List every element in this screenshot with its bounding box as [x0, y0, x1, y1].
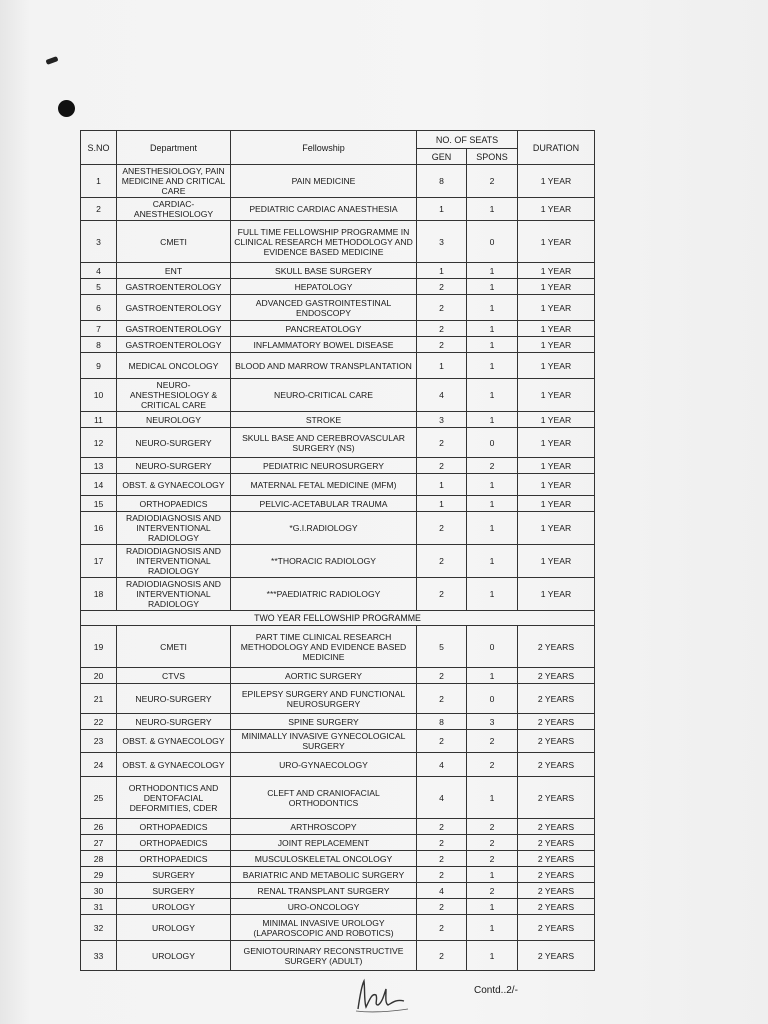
table-row: [81, 899, 595, 915]
cell-spons-seats: 2: [467, 753, 518, 777]
cell-fellowship: *G.I.RADIOLOGY: [231, 512, 417, 545]
cell-gen-seats: 2: [417, 819, 467, 835]
cell-duration: 1 YEAR: [518, 545, 595, 578]
table-row: [81, 295, 595, 321]
cell-sno: 19: [81, 626, 117, 668]
cell-spons-seats: 1: [467, 578, 518, 611]
cell-fellowship: CLEFT AND CRANIOFACIAL ORTHODONTICS: [231, 777, 417, 819]
cell-spons-seats: 1: [467, 412, 518, 428]
cell-gen-seats: 2: [417, 684, 467, 714]
cell-fellowship: STROKE: [231, 412, 417, 428]
table-row: [81, 668, 595, 684]
cell-gen-seats: 2: [417, 279, 467, 295]
fellowship-table: [80, 130, 595, 971]
cell-duration: 1 YEAR: [518, 165, 595, 198]
cell-duration: 2 YEARS: [518, 753, 595, 777]
cell-gen-seats: 1: [417, 353, 467, 379]
cell-fellowship: ARTHROSCOPY: [231, 819, 417, 835]
cell-sno: 31: [81, 899, 117, 915]
signature: [352, 975, 412, 1015]
cell-duration: 1 YEAR: [518, 263, 595, 279]
cell-gen-seats: 2: [417, 545, 467, 578]
cell-fellowship: PEDIATRIC NEUROSURGERY: [231, 458, 417, 474]
cell-department: NEURO-SURGERY: [117, 458, 231, 474]
cell-spons-seats: 1: [467, 263, 518, 279]
cell-spons-seats: 1: [467, 512, 518, 545]
cell-sno: 30: [81, 883, 117, 899]
header-spons: SPONS: [467, 149, 518, 165]
cell-duration: 1 YEAR: [518, 279, 595, 295]
cell-spons-seats: 1: [467, 867, 518, 883]
cell-sno: 1: [81, 165, 117, 198]
table-row: [81, 835, 595, 851]
cell-sno: 9: [81, 353, 117, 379]
cell-spons-seats: 1: [467, 777, 518, 819]
cell-sno: 21: [81, 684, 117, 714]
cell-duration: 1 YEAR: [518, 428, 595, 458]
cell-fellowship: PANCREATOLOGY: [231, 321, 417, 337]
cell-sno: 13: [81, 458, 117, 474]
cell-sno: 10: [81, 379, 117, 412]
cell-spons-seats: 1: [467, 198, 518, 221]
continued-note: Contd..2/-: [474, 985, 518, 996]
cell-fellowship: PAIN MEDICINE: [231, 165, 417, 198]
table-row: [81, 867, 595, 883]
table-row: [81, 753, 595, 777]
cell-fellowship: SKULL BASE AND CEREBROVASCULAR SURGERY (NS): [231, 428, 417, 458]
cell-gen-seats: 4: [417, 753, 467, 777]
table-row: [81, 915, 595, 941]
cell-department: CMETI: [117, 221, 231, 263]
cell-sno: 2: [81, 198, 117, 221]
cell-gen-seats: 2: [417, 668, 467, 684]
cell-department: CMETI: [117, 626, 231, 668]
cell-spons-seats: 1: [467, 668, 518, 684]
cell-gen-seats: 2: [417, 851, 467, 867]
cell-spons-seats: 1: [467, 545, 518, 578]
cell-fellowship: URO-ONCOLOGY: [231, 899, 417, 915]
cell-department: GASTROENTEROLOGY: [117, 279, 231, 295]
table-row: [81, 321, 595, 337]
cell-duration: 2 YEARS: [518, 777, 595, 819]
cell-spons-seats: 1: [467, 915, 518, 941]
cell-duration: 1 YEAR: [518, 379, 595, 412]
cell-gen-seats: 2: [417, 458, 467, 474]
cell-gen-seats: 2: [417, 899, 467, 915]
header-no-of-seats: NO. OF SEATS: [417, 131, 518, 149]
cell-duration: 2 YEARS: [518, 835, 595, 851]
cell-duration: 1 YEAR: [518, 337, 595, 353]
table-row: [81, 545, 595, 578]
cell-spons-seats: 2: [467, 730, 518, 753]
cell-sno: 29: [81, 867, 117, 883]
cell-department: NEURO-SURGERY: [117, 428, 231, 458]
cell-gen-seats: 2: [417, 321, 467, 337]
cell-gen-seats: 1: [417, 496, 467, 512]
table-row: [81, 512, 595, 545]
cell-department: RADIODIAGNOSIS AND INTERVENTIONAL RADIOLOGY: [117, 512, 231, 545]
cell-sno: 4: [81, 263, 117, 279]
table-row: [81, 851, 595, 867]
cell-spons-seats: 2: [467, 819, 518, 835]
cell-fellowship: GENIOTOURINARY RECONSTRUCTIVE SURGERY (ADULT): [231, 941, 417, 971]
cell-gen-seats: 2: [417, 730, 467, 753]
cell-spons-seats: 1: [467, 321, 518, 337]
header-duration: DURATION: [518, 131, 595, 165]
cell-sno: 5: [81, 279, 117, 295]
header-department: Department: [117, 131, 231, 165]
cell-fellowship: **THORACIC RADIOLOGY: [231, 545, 417, 578]
cell-department: ORTHOPAEDICS: [117, 851, 231, 867]
cell-duration: 2 YEARS: [518, 626, 595, 668]
cell-gen-seats: 3: [417, 221, 467, 263]
table-row: [81, 819, 595, 835]
cell-fellowship: PEDIATRIC CARDIAC ANAESTHESIA: [231, 198, 417, 221]
cell-spons-seats: 1: [467, 279, 518, 295]
cell-fellowship: NEURO-CRITICAL CARE: [231, 379, 417, 412]
cell-fellowship: JOINT REPLACEMENT: [231, 835, 417, 851]
cell-spons-seats: 2: [467, 835, 518, 851]
cell-sno: 18: [81, 578, 117, 611]
cell-sno: 22: [81, 714, 117, 730]
cell-duration: 1 YEAR: [518, 412, 595, 428]
cell-gen-seats: 2: [417, 295, 467, 321]
cell-gen-seats: 2: [417, 915, 467, 941]
cell-fellowship: BARIATRIC AND METABOLIC SURGERY: [231, 867, 417, 883]
cell-fellowship: EPILEPSY SURGERY AND FUNCTIONAL NEUROSURGERY: [231, 684, 417, 714]
cell-department: UROLOGY: [117, 941, 231, 971]
cell-department: SURGERY: [117, 867, 231, 883]
table-row: [81, 263, 595, 279]
cell-fellowship: AORTIC SURGERY: [231, 668, 417, 684]
cell-duration: 2 YEARS: [518, 941, 595, 971]
cell-department: MEDICAL ONCOLOGY: [117, 353, 231, 379]
cell-fellowship: MATERNAL FETAL MEDICINE (MFM): [231, 474, 417, 496]
table-row: [81, 626, 595, 668]
cell-fellowship: MINIMAL INVASIVE UROLOGY (LAPAROSCOPIC AND ROBOTICS): [231, 915, 417, 941]
cell-gen-seats: 2: [417, 578, 467, 611]
cell-spons-seats: 0: [467, 626, 518, 668]
cell-gen-seats: 2: [417, 512, 467, 545]
cell-duration: 1 YEAR: [518, 295, 595, 321]
cell-sno: 24: [81, 753, 117, 777]
cell-fellowship: MUSCULOSKELETAL ONCOLOGY: [231, 851, 417, 867]
header-sno: S.NO: [81, 131, 117, 165]
cell-sno: 12: [81, 428, 117, 458]
punch-hole-dot: [58, 100, 75, 117]
cell-spons-seats: 0: [467, 221, 518, 263]
cell-department: SURGERY: [117, 883, 231, 899]
cell-duration: 1 YEAR: [518, 512, 595, 545]
cell-department: GASTROENTEROLOGY: [117, 321, 231, 337]
cell-department: NEUROLOGY: [117, 412, 231, 428]
cell-spons-seats: 2: [467, 458, 518, 474]
cell-gen-seats: 8: [417, 714, 467, 730]
cell-gen-seats: 5: [417, 626, 467, 668]
cell-sno: 8: [81, 337, 117, 353]
cell-duration: 1 YEAR: [518, 353, 595, 379]
table-row: [81, 412, 595, 428]
cell-gen-seats: 4: [417, 883, 467, 899]
cell-gen-seats: 2: [417, 941, 467, 971]
cell-fellowship: ADVANCED GASTROINTESTINAL ENDOSCOPY: [231, 295, 417, 321]
cell-gen-seats: 1: [417, 198, 467, 221]
cell-duration: 1 YEAR: [518, 578, 595, 611]
table-row: [81, 165, 595, 198]
cell-spons-seats: 3: [467, 714, 518, 730]
cell-spons-seats: 1: [467, 337, 518, 353]
cell-gen-seats: 8: [417, 165, 467, 198]
cell-department: OBST. & GYNAECOLOGY: [117, 730, 231, 753]
cell-sno: 25: [81, 777, 117, 819]
cell-department: RADIODIAGNOSIS AND INTERVENTIONAL RADIOLOGY: [117, 545, 231, 578]
table-row: [81, 578, 595, 611]
table-row: [81, 941, 595, 971]
cell-fellowship: FULL TIME FELLOWSHIP PROGRAMME IN CLINICAL RESEARCH METHODOLOGY AND EVIDENCE BASED MEDICINE: [231, 221, 417, 263]
cell-gen-seats: 1: [417, 263, 467, 279]
cell-spons-seats: 2: [467, 883, 518, 899]
table-row: [81, 730, 595, 753]
cell-spons-seats: 1: [467, 496, 518, 512]
cell-fellowship: SKULL BASE SURGERY: [231, 263, 417, 279]
cell-gen-seats: 2: [417, 428, 467, 458]
cell-duration: 1 YEAR: [518, 458, 595, 474]
cell-department: ENT: [117, 263, 231, 279]
cell-duration: 2 YEARS: [518, 730, 595, 753]
cell-sno: 6: [81, 295, 117, 321]
cell-department: ANESTHESIOLOGY, PAIN MEDICINE AND CRITICAL CARE: [117, 165, 231, 198]
cell-fellowship: BLOOD AND MARROW TRANSPLANTATION: [231, 353, 417, 379]
cell-duration: 2 YEARS: [518, 915, 595, 941]
cell-fellowship: INFLAMMATORY BOWEL DISEASE: [231, 337, 417, 353]
section-divider: [81, 611, 595, 626]
cell-fellowship: HEPATOLOGY: [231, 279, 417, 295]
header-fellowship: Fellowship: [231, 131, 417, 165]
cell-department: OBST. & GYNAECOLOGY: [117, 753, 231, 777]
cell-duration: 1 YEAR: [518, 321, 595, 337]
cell-duration: 1 YEAR: [518, 221, 595, 263]
cell-gen-seats: 2: [417, 835, 467, 851]
cell-spons-seats: 2: [467, 851, 518, 867]
cell-department: UROLOGY: [117, 899, 231, 915]
table-row: [81, 777, 595, 819]
cell-department: CTVS: [117, 668, 231, 684]
cell-spons-seats: 0: [467, 428, 518, 458]
table-row: [81, 684, 595, 714]
section-title-two-year: TWO YEAR FELLOWSHIP PROGRAMME: [81, 611, 595, 626]
cell-gen-seats: 4: [417, 777, 467, 819]
cell-duration: 2 YEARS: [518, 883, 595, 899]
table-row: [81, 221, 595, 263]
cell-duration: 2 YEARS: [518, 668, 595, 684]
cell-fellowship: MINIMALLY INVASIVE GYNECOLOGICAL SURGERY: [231, 730, 417, 753]
cell-sno: 3: [81, 221, 117, 263]
table-row: [81, 714, 595, 730]
cell-fellowship: SPINE SURGERY: [231, 714, 417, 730]
table-row: [81, 337, 595, 353]
table-row: [81, 496, 595, 512]
cell-fellowship: RENAL TRANSPLANT SURGERY: [231, 883, 417, 899]
table-row: [81, 474, 595, 496]
cell-department: ORTHODONTICS AND DENTOFACIAL DEFORMITIES, CDER: [117, 777, 231, 819]
cell-gen-seats: 2: [417, 337, 467, 353]
cell-spons-seats: 2: [467, 165, 518, 198]
table-header: [81, 131, 595, 165]
table-row: [81, 353, 595, 379]
cell-spons-seats: 1: [467, 379, 518, 412]
cell-duration: 2 YEARS: [518, 684, 595, 714]
cell-sno: 26: [81, 819, 117, 835]
cell-fellowship: URO-GYNAECOLOGY: [231, 753, 417, 777]
cell-department: ORTHOPAEDICS: [117, 496, 231, 512]
cell-sno: 33: [81, 941, 117, 971]
cell-spons-seats: 1: [467, 295, 518, 321]
cell-fellowship: ***PAEDIATRIC RADIOLOGY: [231, 578, 417, 611]
cell-fellowship: PELVIC-ACETABULAR TRAUMA: [231, 496, 417, 512]
cell-department: RADIODIAGNOSIS AND INTERVENTIONAL RADIOLOGY: [117, 578, 231, 611]
cell-department: NEURO-ANESTHESIOLOGY & CRITICAL CARE: [117, 379, 231, 412]
cell-spons-seats: 0: [467, 684, 518, 714]
table-row: [81, 198, 595, 221]
table-row: [81, 883, 595, 899]
header-gen: GEN: [417, 149, 467, 165]
cell-sno: 16: [81, 512, 117, 545]
cell-duration: 2 YEARS: [518, 867, 595, 883]
cell-gen-seats: 1: [417, 474, 467, 496]
cell-sno: 23: [81, 730, 117, 753]
cell-duration: 2 YEARS: [518, 851, 595, 867]
cell-sno: 14: [81, 474, 117, 496]
cell-sno: 27: [81, 835, 117, 851]
cell-department: ORTHOPAEDICS: [117, 819, 231, 835]
cell-sno: 15: [81, 496, 117, 512]
cell-duration: 1 YEAR: [518, 496, 595, 512]
cell-sno: 32: [81, 915, 117, 941]
cell-department: NEURO-SURGERY: [117, 684, 231, 714]
cell-department: UROLOGY: [117, 915, 231, 941]
two-year-rows: [81, 626, 595, 971]
cell-duration: 1 YEAR: [518, 474, 595, 496]
cell-sno: 28: [81, 851, 117, 867]
cell-sno: 17: [81, 545, 117, 578]
table-row: [81, 379, 595, 412]
cell-department: GASTROENTEROLOGY: [117, 337, 231, 353]
cell-gen-seats: 3: [417, 412, 467, 428]
cell-department: ORTHOPAEDICS: [117, 835, 231, 851]
table-row: [81, 458, 595, 474]
cell-spons-seats: 1: [467, 899, 518, 915]
one-year-rows: [81, 165, 595, 611]
cell-spons-seats: 1: [467, 474, 518, 496]
cell-fellowship: PART TIME CLINICAL RESEARCH METHODOLOGY AND EVIDENCE BASED MEDICINE: [231, 626, 417, 668]
cell-sno: 11: [81, 412, 117, 428]
cell-spons-seats: 1: [467, 353, 518, 379]
cell-sno: 7: [81, 321, 117, 337]
cell-department: NEURO-SURGERY: [117, 714, 231, 730]
cell-gen-seats: 4: [417, 379, 467, 412]
cell-duration: 2 YEARS: [518, 819, 595, 835]
cell-department: GASTROENTEROLOGY: [117, 295, 231, 321]
cell-duration: 2 YEARS: [518, 899, 595, 915]
cell-spons-seats: 1: [467, 941, 518, 971]
cell-department: OBST. & GYNAECOLOGY: [117, 474, 231, 496]
cell-sno: 20: [81, 668, 117, 684]
cell-duration: 1 YEAR: [518, 198, 595, 221]
cell-duration: 2 YEARS: [518, 714, 595, 730]
table-row: [81, 428, 595, 458]
cell-gen-seats: 2: [417, 867, 467, 883]
cell-department: CARDIAC-ANESTHESIOLOGY: [117, 198, 231, 221]
table-row: [81, 279, 595, 295]
